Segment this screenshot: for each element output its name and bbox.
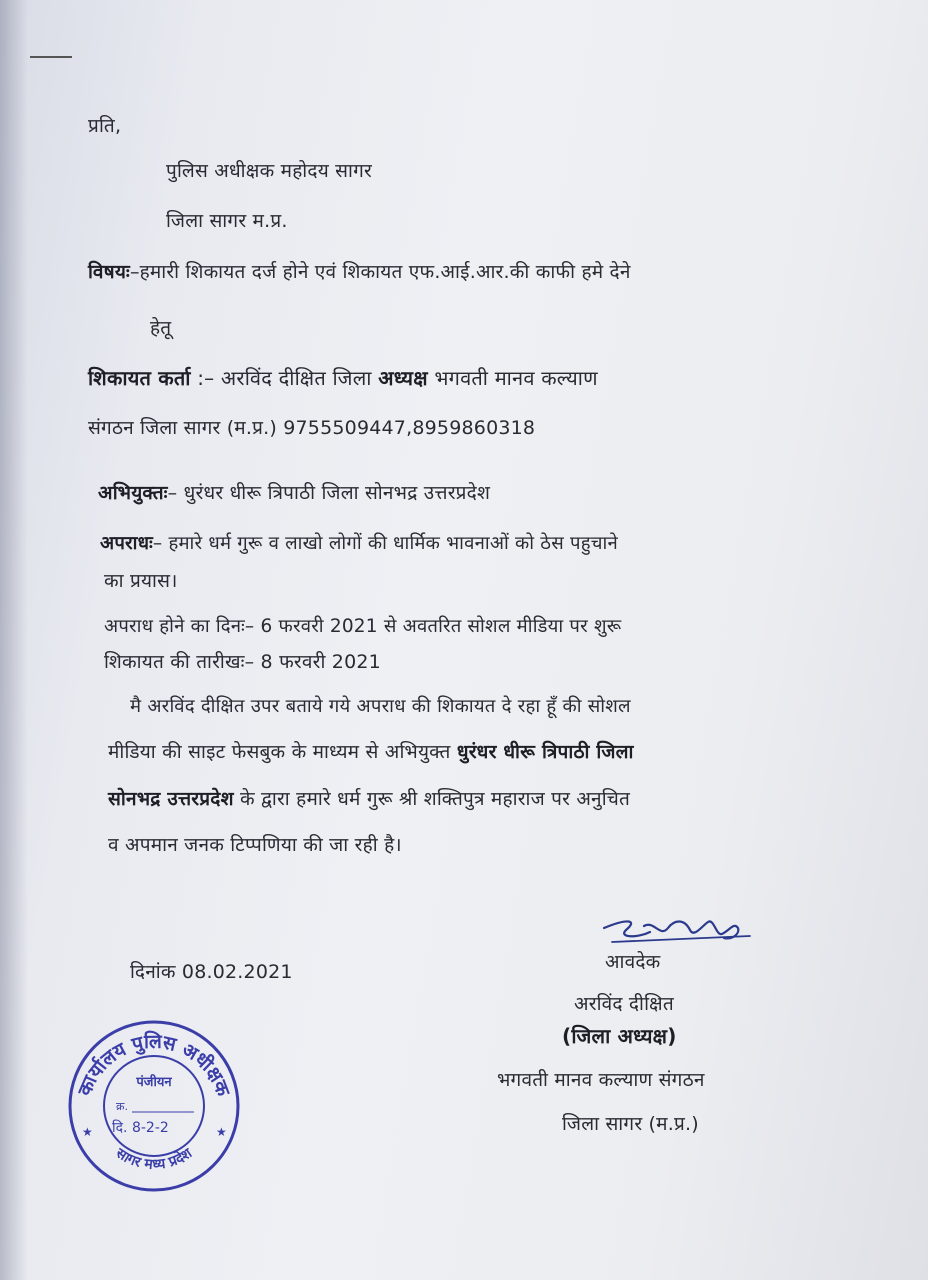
recipient-line-1: पुलिस अधीक्षक महोदय सागर	[166, 160, 373, 182]
stamp-top-text: कार्यालय पुलिस अधीक्षक	[73, 1030, 235, 1100]
stamp-bottom-text: सागर मध्य प्रदेश	[112, 1145, 196, 1173]
complainant-line-1	[88, 364, 598, 391]
complainant-label: शिकायत कर्ता	[88, 366, 191, 390]
recipient-line-2: जिला सागर म.प्र.	[166, 210, 288, 232]
subject-line	[88, 258, 631, 284]
complainant-line-2: संगठन जिला सागर (म.प्र.) 9755509447,8959860318	[88, 417, 536, 439]
complainant-org: भगवती मानव कल्याण	[434, 366, 598, 390]
salutation: प्रति,	[88, 115, 122, 137]
accused-place-bold: सोनभद्र उत्तरप्रदेश	[108, 788, 234, 810]
body-line-2-text: मीडिया की साइट फेसबुक के माध्यम से अभियुक्त	[108, 741, 451, 763]
complainant-sep: :– अरविंद दीक्षित जिला	[197, 366, 372, 390]
body-line-3	[108, 785, 630, 811]
accused-name-bold: धुरंधर धीरू त्रिपाठी जिला	[456, 741, 634, 763]
stamp-star-right-icon: ★	[216, 1125, 227, 1139]
subject-text: –हमारी शिकायत दर्ज होने एवं शिकायत एफ.आई.आर.की काफी हमे देने	[129, 261, 631, 283]
applicant-label: आवदेक	[605, 951, 661, 973]
applicant-role: (जिला अध्यक्ष)	[562, 1024, 677, 1048]
crime-label: अपराधः	[100, 533, 153, 554]
applicant-name: अरविंद दीक्षित	[574, 993, 674, 1015]
complainant-role-bold: अध्यक्ष	[378, 366, 428, 390]
date-line: दिनांक 08.02.2021	[130, 961, 293, 983]
stamp-star-left-icon: ★	[82, 1125, 93, 1139]
complaint-date-line: शिकायत की तारीखः– 8 फरवरी 2021	[104, 651, 381, 673]
body-line-3-text: के द्वारा हमारे धर्म गुरू श्री शक्तिपुत्र महाराज पर अनुचित	[239, 788, 631, 810]
page-edge-shadow	[0, 0, 28, 1280]
top-dash-mark	[30, 56, 72, 58]
crime-continuation: का प्रयास।	[104, 570, 178, 592]
subject-label: विषयः	[88, 261, 130, 283]
crime-text: – हमारे धर्म गुरू व लाखो लोगों की धार्मिक भावनाओं को ठेस पहुचाने	[152, 533, 618, 554]
police-office-stamp	[66, 1018, 242, 1194]
svg-text:सागर मध्य प्रदेश	[112, 1145, 195, 1173]
accused-text: – धुरंधर धीरू त्रिपाठी जिला सोनभद्र उत्तरप्रदेश	[167, 482, 491, 504]
accused-line	[98, 479, 490, 505]
stamp-number-label: क्र.	[116, 1100, 128, 1113]
body-line-1: मै अरविंद दीक्षित उपर बताये गये अपराध की शिकायत दे रहा हूँ की सोशल	[130, 696, 631, 717]
body-line-4: व अपमान जनक टिप्पणिया की जा रही है।	[108, 834, 402, 856]
crime-date-line: अपराध होने का दिनः– 6 फरवरी 2021 से अवतरित सोशल मीडिया पर शुरू	[104, 616, 622, 637]
applicant-place: जिला सागर (म.प्र.)	[562, 1113, 699, 1135]
body-line-2	[108, 738, 634, 764]
subject-continuation: हेतू	[150, 317, 172, 339]
applicant-org: भगवती मानव कल्याण संगठन	[497, 1069, 705, 1091]
stamp-date: दि. 8-2-2	[112, 1120, 169, 1136]
accused-label: अभियुक्तः	[98, 482, 168, 504]
crime-line	[100, 530, 618, 555]
stamp-center-text: पंजीयन	[136, 1075, 172, 1090]
